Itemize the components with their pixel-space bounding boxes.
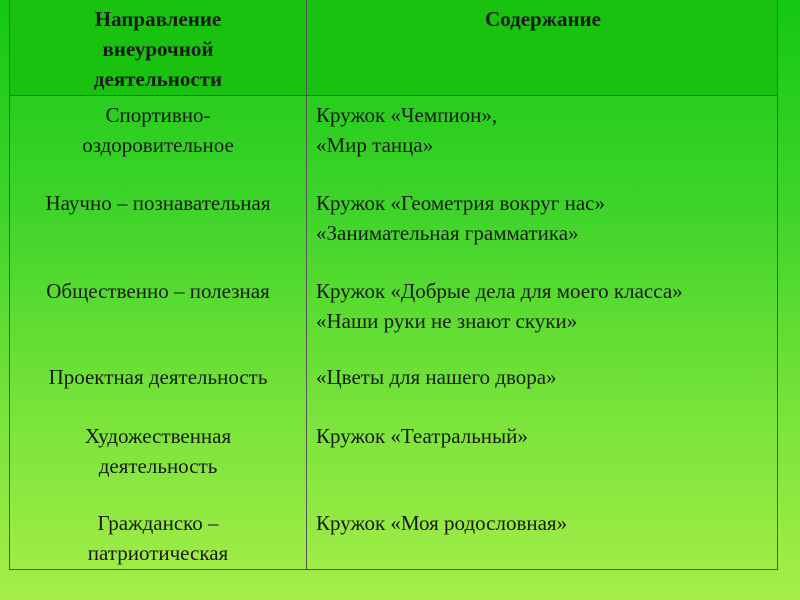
row-content-line: Кружок «Моя родословная» — [316, 511, 568, 535]
row-direction-line: Проектная деятельность — [48, 365, 268, 389]
header-content: Содержание — [485, 7, 601, 31]
row-direction-science — [10, 188, 306, 218]
row-content-civic — [316, 508, 776, 538]
activities-table — [9, 0, 778, 570]
row-direction-line: Спортивно- — [105, 103, 211, 127]
row-content-line: «Цветы для нашего двора» — [316, 365, 557, 389]
row-content-line: «Занимательная грамматика» — [316, 221, 579, 245]
row-direction-line: Общественно – полезная — [46, 279, 270, 303]
header-direction — [10, 4, 306, 94]
row-content-line: «Мир танца» — [316, 133, 434, 157]
row-content-social — [316, 276, 776, 336]
row-content-line: Кружок «Добрые дела для моего класса» — [316, 279, 683, 303]
column-divider — [306, 0, 307, 569]
row-content-art — [316, 421, 776, 451]
row-direction-line: деятельность — [98, 454, 218, 478]
row-content-project — [316, 362, 776, 392]
header-direction-line: внеурочной — [102, 37, 214, 61]
header-direction-line: деятельности — [93, 67, 223, 91]
row-content-science — [316, 188, 776, 248]
row-direction-project — [10, 362, 306, 392]
row-direction-civic — [10, 508, 306, 568]
row-direction-line: патриотическая — [87, 541, 229, 565]
table-header-row — [10, 0, 777, 96]
row-content-line: Кружок «Чемпион», — [316, 103, 498, 127]
row-content-sport — [316, 100, 776, 160]
row-content-line: «Наши руки не знают скуки» — [316, 309, 578, 333]
row-content-line: Кружок «Театральный» — [316, 424, 528, 448]
row-direction-line: оздоровительное — [82, 133, 234, 157]
row-direction-line: Научно – познавательная — [45, 191, 271, 215]
row-content-line: Кружок «Геометрия вокруг нас» — [316, 191, 605, 215]
row-direction-line: Художественная — [84, 424, 232, 448]
header-direction-line: Направление — [94, 7, 222, 31]
row-direction-art — [10, 421, 306, 481]
row-direction-line: Гражданско – — [97, 511, 219, 535]
row-direction-sport — [10, 100, 306, 160]
row-direction-social — [10, 276, 306, 306]
